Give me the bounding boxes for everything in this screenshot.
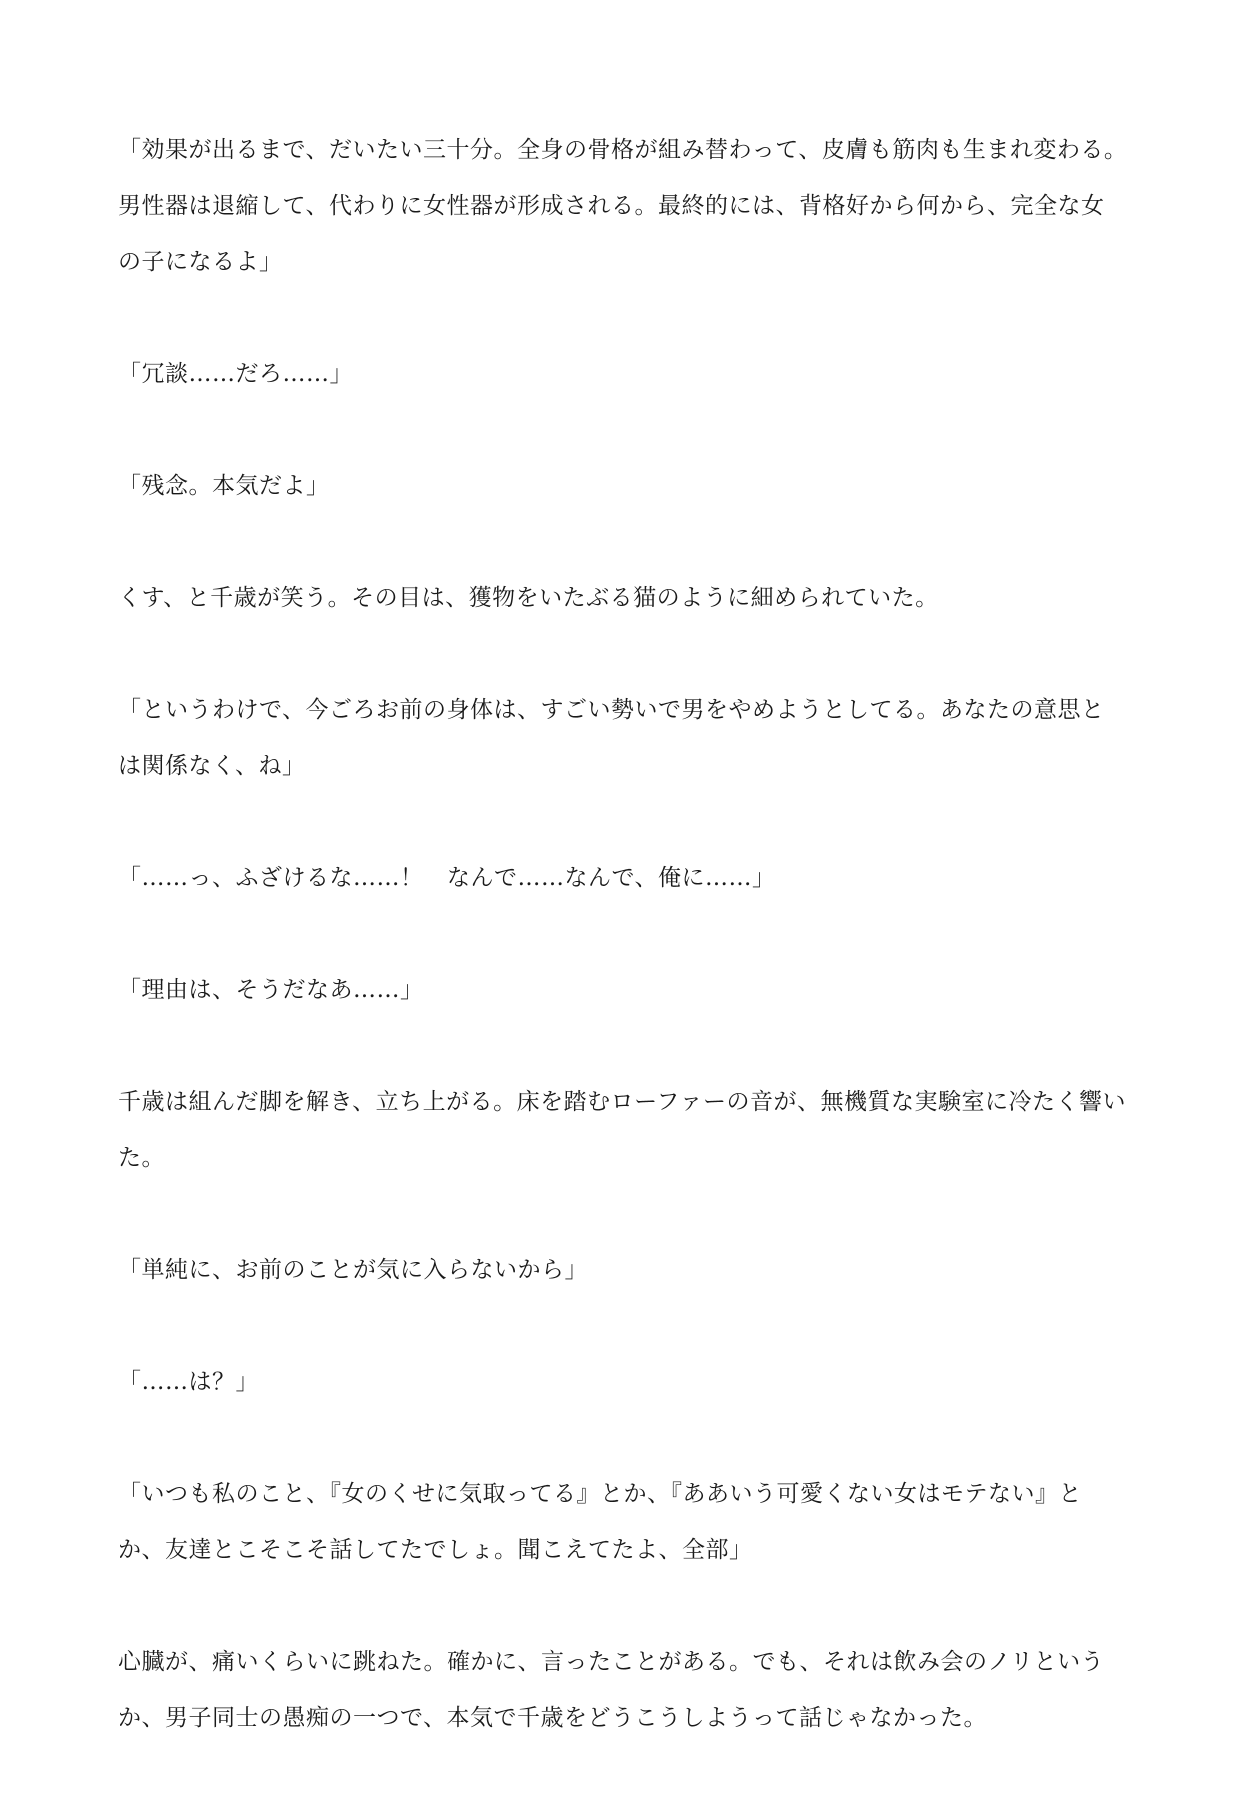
paragraph: 「理由は、そうだなあ……」 bbox=[118, 977, 424, 1003]
paragraph: 「残念。本気だよ」 bbox=[118, 473, 330, 499]
paragraph: 「冗談……だろ……」 bbox=[118, 361, 353, 387]
paragraph: 「単純に、お前のことが気に入らないから」 bbox=[118, 1257, 588, 1283]
body-text bbox=[118, 122, 1128, 1802]
paragraph: 「効果が出るまで、だいたい三十分。全身の骨格が組み替わって、皮膚も筋肉も生まれ変わる。男性器は退縮して、代わりに女性器が形成される。最終的には、背格好から何から、完全な女の子になるよ」 bbox=[118, 137, 1128, 275]
paragraph: 「いつも私のこと、『女のくせに気取ってる』とか、『ああいう可愛くない女はモテない』とか、友達とこそこそ話してたでしょ。聞こえてたよ、全部」 bbox=[118, 1481, 1082, 1563]
paragraph: くす、と千歳が笑う。その目は、獲物をいたぶる猫のように細められていた。 bbox=[118, 585, 939, 611]
paragraph: 「……は？」 bbox=[118, 1369, 259, 1395]
paragraph: 心臓が、痛いくらいに跳ねた。確かに、言ったことがある。でも、それは飲み会のノリというか、男子同士の愚痴の一つで、本気で千歳をどうこうしようって話じゃなかった。 bbox=[118, 1649, 1105, 1731]
paragraph: 千歳は組んだ脚を解き、立ち上がる。床を踏むローファーの音が、無機質な実験室に冷たく響いた。 bbox=[118, 1089, 1126, 1171]
paragraph: 「……っ、ふざけるな……！ なんで……なんで、俺に……」 bbox=[118, 865, 776, 891]
paragraph: 「というわけで、今ごろお前の身体は、すごい勢いで男をやめようとしてる。あなたの意思とは関係なく、ね」 bbox=[118, 697, 1105, 779]
